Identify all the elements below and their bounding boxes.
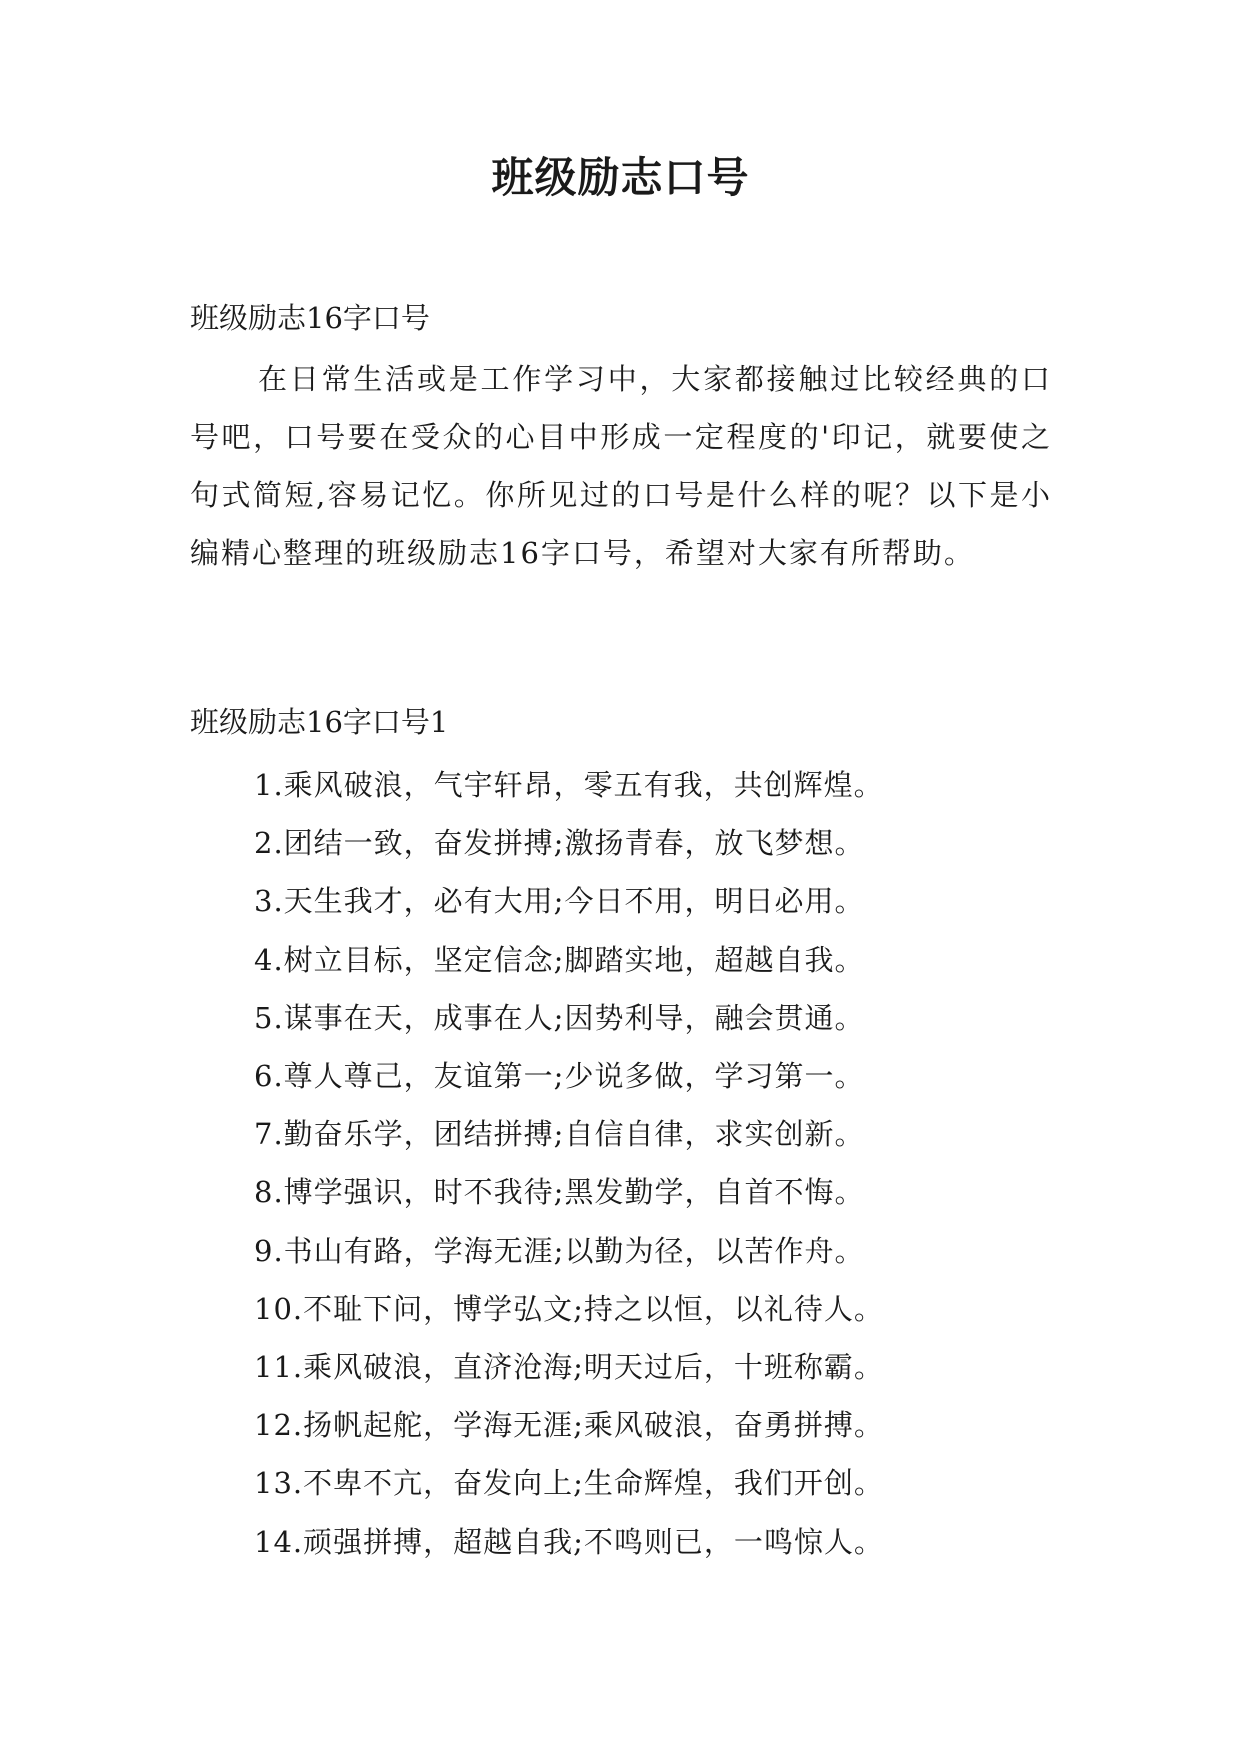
slogan-list (254, 756, 884, 1571)
slogan-item: 14.顽强拼搏，超越自我;不鸣则已，一鸣惊人。 (254, 1524, 884, 1559)
slogan-item: 7.勤奋乐学，团结拼搏;自信自律，求实创新。 (254, 1117, 865, 1152)
section-heading: 班级励志16字口号 (190, 301, 430, 335)
intro-paragraph: 在日常生活或是工作学习中，大家都接触过比较经典的口号吧，口号要在受众的心目中形成一定程度的'印记，就要使之句式简短,容易记忆。你所见过的口号是什么样的呢？以下是小编精心整理的班级励志16字口号，希望对大家有所帮助。 (190, 362, 1052, 570)
slogan-item: 5.谋事在天，成事在人;因势利导，融会贯通。 (254, 1000, 865, 1035)
slogan-item: 10.不耻下问，博学弘文;持之以恒，以礼待人。 (254, 1291, 884, 1326)
slogan-item: 11.乘风破浪，直济沧海;明天过后，十班称霸。 (254, 1350, 884, 1385)
slogan-item: 6.尊人尊己，友谊第一;少说多做，学习第一。 (254, 1059, 865, 1094)
slogan-item: 12.扬帆起舵，学海无涯;乘风破浪，奋勇拼搏。 (254, 1408, 884, 1443)
slogan-item: 4.树立目标，坚定信念;脚踏实地，超越自我。 (254, 942, 865, 977)
slogan-item: 1.乘风破浪，气宇轩昂，零五有我，共创辉煌。 (254, 768, 884, 802)
slogan-item: 3.天生我才，必有大用;今日不用，明日必用。 (254, 884, 865, 919)
slogan-item: 9.书山有路，学海无涯;以勤为径，以苦作舟。 (254, 1233, 865, 1268)
slogan-item: 2.团结一致，奋发拼搏;激扬青春，放飞梦想。 (254, 826, 865, 861)
slogan-item: 13.不卑不亢，奋发向上;生命辉煌，我们开创。 (254, 1466, 884, 1501)
slogan-item: 8.博学强识，时不我待;黑发勤学，自首不悔。 (254, 1175, 865, 1210)
page-title: 班级励志口号 (491, 153, 750, 202)
subsection-heading: 班级励志16字口号1 (190, 705, 449, 739)
